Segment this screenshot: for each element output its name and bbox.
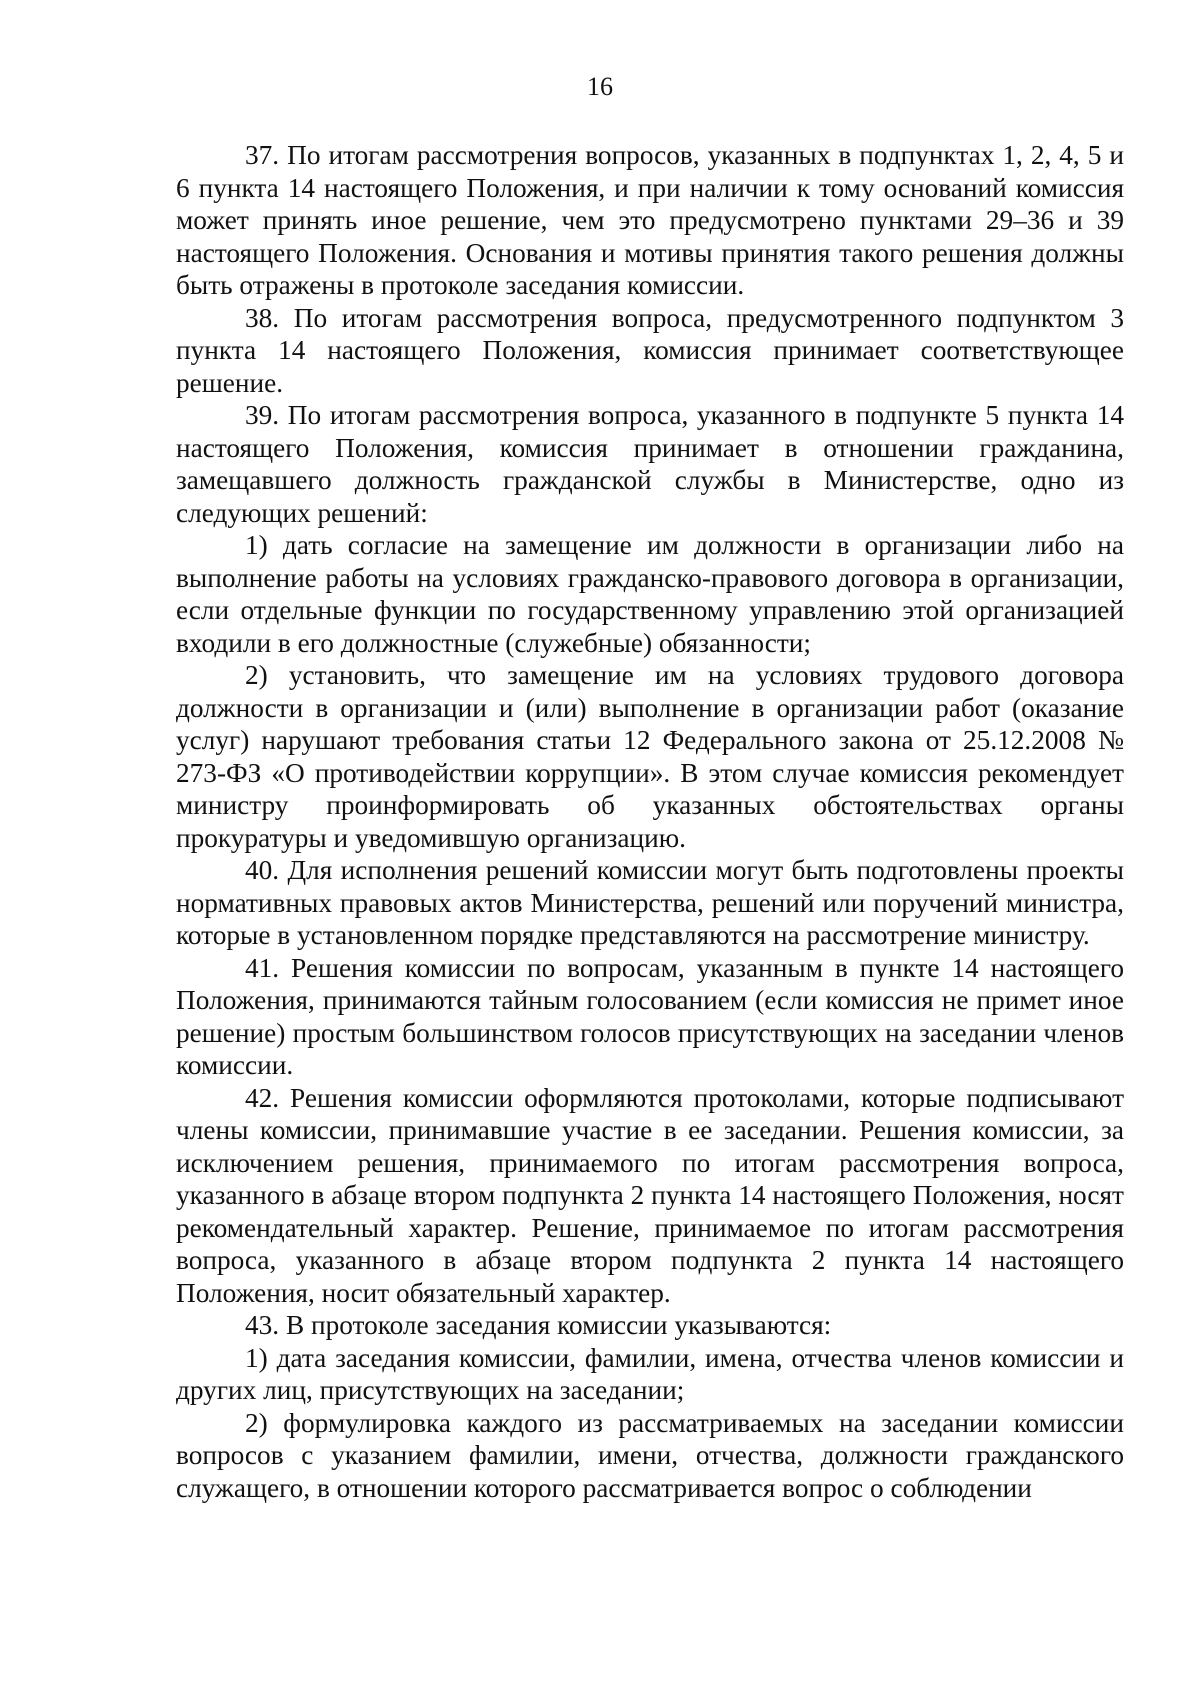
paragraph-43-item-1: 1) дата заседания комиссии, фамилии, имена, отчества членов комиссии и других лиц, присутствующих на заседании;	[176, 1342, 1124, 1405]
paragraph-42: 42. Решения комиссии оформляются протоколами, которые подписывают члены комиссии, принимавшие участие в ее заседании. Решения комиссии, за исключением решения, принимаемого по итогам рассмотрения вопроса, указанного в абзаце втором подпункта 2 пункта 14 настоящего Положения, носят рекомендательный характер. Решение, принимаемое по итогам рассмотрения вопроса, указанного в абзаце втором подпункта 2 пункта 14 настоящего Положения, носит обязательный характер.	[176, 1082, 1124, 1308]
page-number: 16	[587, 72, 613, 101]
paragraph-40: 40. Для исполнения решений комиссии могут быть подготовлены проекты нормативных правовых актов Министерства, решений или поручений министра, которые в установленном порядке представляются на рассмотрение министру.	[176, 855, 1124, 950]
paragraph-43: 43. В протоколе заседания комиссии указываются:	[245, 1310, 832, 1340]
paragraph-37: 37. По итогам рассмотрения вопросов, указанных в подпунктах 1, 2, 4, 5 и 6 пункта 14 настоящего Положения, и при наличии к тому оснований комиссия может принять иное решение, чем это предусмотрено пунктами 29–36 и 39 настоящего Положения. Основания и мотивы принятия такого решения должны быть отражены в протоколе заседания комиссии.	[176, 140, 1124, 300]
document-body	[176, 139, 1124, 1504]
paragraph-39-item-1: 1) дать согласие на замещение им должности в организации либо на выполнение работы на условиях гражданско-правового договора в организации, если отдельные функции по государственному управлению этой организацией входили в его должностные (служебные) обязанности;	[176, 530, 1124, 658]
paragraph-43-item-2: 2) формулировка каждого из рассматриваемых на заседании комиссии вопросов с указанием фамилии, имени, отчества, должности гражданского служащего, в отношении которого рассматривается вопрос о соблюдении	[176, 1407, 1124, 1503]
paragraph-39-item-2: 2) установить, что замещение им на условиях трудового договора должности в организации и (или) выполнение в организации работ (оказание услуг) нарушают требования статьи 12 Федерального закона от 25.12.2008 № 273-ФЗ «О противодействии коррупции». В этом случае комиссия рекомендует министру проинформировать об указанных обстоятельствах органы прокуратуры и уведомившую организацию.	[176, 660, 1124, 853]
paragraph-38: 38. По итогам рассмотрения вопроса, предусмотренного подпунктом 3 пункта 14 настоящего Положения, комиссия принимает соответствующее решение.	[176, 302, 1124, 398]
paragraph-41: 41. Решения комиссии по вопросам, указанным в пункте 14 настоящего Положения, принимаются тайным голосованием (если комиссия не примет иное решение) простым большинством голосов присутствующих на заседании членов комиссии.	[176, 952, 1124, 1080]
paragraph-39: 39. По итогам рассмотрения вопроса, указанного в подпункте 5 пункта 14 настоящего Положения, комиссия принимает в отношении гражданина, замещавшего должность гражданской службы в Министерстве, одно из следующих решений:	[176, 400, 1124, 528]
